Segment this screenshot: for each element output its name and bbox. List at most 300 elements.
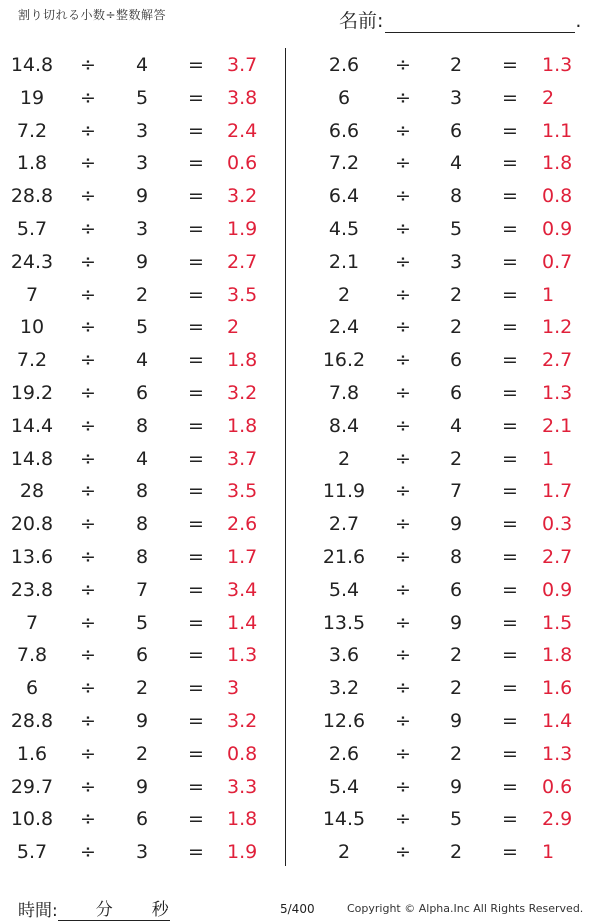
divisor: 9 (135, 775, 149, 798)
answer: 2.7 (542, 545, 573, 568)
problem-row (0, 671, 290, 704)
answer: 1.9 (227, 217, 258, 240)
dividend: 12.6 (322, 709, 366, 732)
divisor: 3 (135, 217, 149, 240)
equals-sign: = (188, 185, 204, 208)
equals-sign: = (502, 349, 518, 372)
dividend: 6.4 (328, 185, 360, 208)
divide-sign: ÷ (395, 316, 411, 339)
dividend: 13.6 (10, 545, 54, 568)
problem-row (0, 474, 290, 507)
answer: 1 (542, 283, 555, 306)
problem-row (0, 606, 290, 639)
equals-sign: = (502, 644, 518, 667)
divisor: 6 (135, 381, 149, 404)
dividend: 6 (337, 86, 351, 109)
name-field (339, 6, 581, 33)
dividend: 5.7 (16, 841, 48, 864)
divide-sign: ÷ (395, 808, 411, 831)
divide-sign: ÷ (395, 775, 411, 798)
divisor: 8 (135, 513, 149, 536)
divisor: 5 (135, 316, 149, 339)
time-label: 時間: (18, 901, 58, 921)
divide-sign: ÷ (80, 808, 96, 831)
equals-sign: = (502, 414, 518, 437)
divide-sign: ÷ (80, 217, 96, 240)
problem-row (300, 245, 590, 278)
dividend: 7.8 (328, 381, 360, 404)
equals-sign: = (188, 677, 204, 700)
equals-sign: = (188, 808, 204, 831)
equals-sign: = (188, 775, 204, 798)
answer: 3 (227, 677, 240, 700)
dividend: 23.8 (10, 578, 54, 601)
column-divider (285, 48, 286, 866)
problem-row (300, 114, 590, 147)
dividend: 20.8 (10, 513, 54, 536)
problem-row (0, 81, 290, 114)
problem-row (300, 179, 590, 212)
dividend: 14.5 (322, 808, 366, 831)
answer: 2.6 (227, 513, 258, 536)
divide-sign: ÷ (80, 283, 96, 306)
divide-sign: ÷ (80, 578, 96, 601)
answer: 0.9 (542, 217, 573, 240)
divisor: 6 (135, 644, 149, 667)
equals-sign: = (188, 381, 204, 404)
divisor: 8 (449, 545, 463, 568)
answer: 0.6 (542, 775, 573, 798)
dividend: 7 (25, 611, 39, 634)
divide-sign: ÷ (395, 119, 411, 142)
divisor: 2 (135, 283, 149, 306)
divide-sign: ÷ (395, 742, 411, 765)
equals-sign: = (502, 250, 518, 273)
answer: 0.6 (227, 152, 258, 175)
problem-row (0, 802, 290, 835)
dividend: 24.3 (10, 250, 54, 273)
divide-sign: ÷ (395, 841, 411, 864)
equals-sign: = (188, 709, 204, 732)
answer: 1.3 (227, 644, 258, 667)
divide-sign: ÷ (80, 545, 96, 568)
problem-row (0, 146, 290, 179)
equals-sign: = (188, 119, 204, 142)
copyright-notice: Copyright © Alpha.Inc All Rights Reserved. (347, 902, 584, 915)
answer: 1.8 (227, 349, 258, 372)
divide-sign: ÷ (80, 709, 96, 732)
equals-sign: = (502, 119, 518, 142)
equals-sign: = (502, 513, 518, 536)
answer: 1.3 (542, 742, 573, 765)
problem-row (300, 442, 590, 475)
problem-row (300, 802, 590, 835)
dividend: 2.6 (328, 742, 360, 765)
dividend: 19.2 (10, 381, 54, 404)
divide-sign: ÷ (395, 578, 411, 601)
minutes-unit: 分 (95, 900, 113, 920)
dividend: 2.4 (328, 316, 360, 339)
divisor: 2 (135, 742, 149, 765)
equals-sign: = (188, 545, 204, 568)
dividend: 6.6 (328, 119, 360, 142)
answer: 1.6 (542, 677, 573, 700)
answer: 1.7 (227, 545, 258, 568)
divisor: 2 (449, 841, 463, 864)
problem-row (300, 146, 590, 179)
problem-row (300, 540, 590, 573)
dividend: 7.8 (16, 644, 48, 667)
problem-row (0, 835, 290, 868)
dividend: 29.7 (10, 775, 54, 798)
equals-sign: = (502, 742, 518, 765)
answer: 3.2 (227, 381, 258, 404)
divide-sign: ÷ (395, 513, 411, 536)
divisor: 2 (449, 316, 463, 339)
dividend: 19 (19, 86, 45, 109)
equals-sign: = (188, 447, 204, 470)
equals-sign: = (502, 709, 518, 732)
equals-sign: = (502, 578, 518, 601)
answer: 1.7 (542, 480, 573, 503)
divide-sign: ÷ (80, 54, 96, 76)
equals-sign: = (502, 381, 518, 404)
divisor: 4 (135, 447, 149, 470)
divide-sign: ÷ (395, 677, 411, 700)
divide-sign: ÷ (395, 86, 411, 109)
equals-sign: = (188, 611, 204, 634)
problem-row (300, 343, 590, 376)
equals-sign: = (502, 217, 518, 240)
divisor: 2 (449, 677, 463, 700)
answer: 1.8 (542, 152, 573, 175)
dividend: 2.6 (328, 54, 360, 76)
divisor: 3 (449, 86, 463, 109)
equals-sign: = (502, 185, 518, 208)
dividend: 7 (25, 283, 39, 306)
dividend: 13.5 (322, 611, 366, 634)
divide-sign: ÷ (395, 709, 411, 732)
divide-sign: ÷ (80, 152, 96, 175)
equals-sign: = (188, 513, 204, 536)
problem-row (0, 343, 290, 376)
divide-sign: ÷ (80, 381, 96, 404)
dividend: 3.2 (328, 677, 360, 700)
worksheet-title: 割り切れる小数÷整数解答 (18, 8, 167, 22)
equals-sign: = (188, 316, 204, 339)
answer: 3.7 (227, 447, 258, 470)
dividend: 4.5 (328, 217, 360, 240)
equals-sign: = (502, 54, 518, 76)
divide-sign: ÷ (80, 677, 96, 700)
divisor: 9 (135, 185, 149, 208)
divide-sign: ÷ (80, 513, 96, 536)
divisor: 9 (449, 513, 463, 536)
name-blank-line[interactable] (385, 14, 575, 33)
answer: 3.2 (227, 185, 258, 208)
divide-sign: ÷ (80, 349, 96, 372)
divide-sign: ÷ (80, 316, 96, 339)
dividend: 7.2 (16, 349, 48, 372)
divisor: 6 (449, 119, 463, 142)
answer: 2 (227, 316, 240, 339)
dividend: 21.6 (322, 545, 366, 568)
dividend: 2 (337, 447, 351, 470)
divisor: 5 (449, 808, 463, 831)
equals-sign: = (188, 480, 204, 503)
divisor: 8 (135, 545, 149, 568)
divisor: 3 (135, 119, 149, 142)
answer: 1.8 (542, 644, 573, 667)
seconds-unit: 秒 (151, 900, 169, 920)
equals-sign: = (188, 86, 204, 109)
dividend: 10.8 (10, 808, 54, 831)
divisor: 2 (449, 54, 463, 76)
divisor: 3 (135, 152, 149, 175)
equals-sign: = (502, 841, 518, 864)
equals-sign: = (188, 349, 204, 372)
dividend: 14.8 (10, 54, 54, 76)
divide-sign: ÷ (80, 86, 96, 109)
dividend: 14.4 (10, 414, 54, 437)
problem-row (300, 671, 590, 704)
problem-row (300, 212, 590, 245)
divide-sign: ÷ (80, 742, 96, 765)
answer: 1 (542, 841, 555, 864)
problem-row (300, 835, 590, 868)
answer: 0.9 (542, 578, 573, 601)
dividend: 16.2 (322, 349, 366, 372)
divide-sign: ÷ (395, 447, 411, 470)
equals-sign: = (188, 841, 204, 864)
answer: 1.3 (542, 54, 573, 76)
problem-row (300, 81, 590, 114)
problem-row (300, 376, 590, 409)
time-blank-line[interactable] (58, 900, 170, 921)
divisor: 9 (449, 775, 463, 798)
divisor: 8 (449, 185, 463, 208)
equals-sign: = (502, 447, 518, 470)
problem-row (0, 245, 290, 278)
divide-sign: ÷ (80, 250, 96, 273)
time-field (18, 896, 170, 921)
problem-row (0, 48, 290, 81)
answer: 1.1 (542, 119, 573, 142)
equals-sign: = (188, 250, 204, 273)
divisor: 3 (449, 250, 463, 273)
problem-row (300, 507, 590, 540)
problem-row (300, 638, 590, 671)
divide-sign: ÷ (395, 283, 411, 306)
divisor: 3 (135, 841, 149, 864)
equals-sign: = (188, 644, 204, 667)
divisor: 9 (449, 611, 463, 634)
equals-sign: = (188, 152, 204, 175)
problem-row (300, 278, 590, 311)
dividend: 14.8 (10, 447, 54, 470)
problem-row (0, 540, 290, 573)
problem-row (0, 573, 290, 606)
dividend: 2.7 (328, 513, 360, 536)
problem-row (300, 310, 590, 343)
dividend: 2.1 (328, 250, 360, 273)
divisor: 7 (449, 480, 463, 503)
answer: 1.8 (227, 414, 258, 437)
dividend: 5.7 (16, 217, 48, 240)
equals-sign: = (502, 480, 518, 503)
answer: 1.3 (542, 381, 573, 404)
right-problem-column (300, 48, 590, 868)
equals-sign: = (188, 414, 204, 437)
equals-sign: = (502, 316, 518, 339)
equals-sign: = (502, 545, 518, 568)
answer: 3.4 (227, 578, 258, 601)
answer: 2.7 (227, 250, 258, 273)
name-end-mark: . (575, 10, 582, 32)
divide-sign: ÷ (395, 152, 411, 175)
dividend: 28.8 (10, 185, 54, 208)
equals-sign: = (502, 611, 518, 634)
divisor: 2 (449, 742, 463, 765)
equals-sign: = (502, 775, 518, 798)
divide-sign: ÷ (395, 217, 411, 240)
dividend: 28.8 (10, 709, 54, 732)
divide-sign: ÷ (395, 414, 411, 437)
answer: 2.4 (227, 119, 258, 142)
divide-sign: ÷ (80, 644, 96, 667)
page-number: 5/400 (280, 902, 315, 916)
answer: 1.8 (227, 808, 258, 831)
problem-row (300, 737, 590, 770)
answer: 1.2 (542, 316, 573, 339)
answer: 1.5 (542, 611, 573, 634)
answer: 2 (542, 86, 555, 109)
divide-sign: ÷ (395, 381, 411, 404)
equals-sign: = (188, 54, 204, 76)
divide-sign: ÷ (80, 611, 96, 634)
dividend: 6 (25, 677, 39, 700)
equals-sign: = (502, 283, 518, 306)
dividend: 11.9 (322, 480, 366, 503)
divide-sign: ÷ (80, 185, 96, 208)
answer: 3.8 (227, 86, 258, 109)
divide-sign: ÷ (395, 250, 411, 273)
equals-sign: = (188, 283, 204, 306)
divisor: 2 (449, 283, 463, 306)
divisor: 9 (135, 250, 149, 273)
problem-row (0, 737, 290, 770)
divisor: 2 (449, 447, 463, 470)
answer: 1.9 (227, 841, 258, 864)
answer: 2.9 (542, 808, 573, 831)
problem-row (0, 278, 290, 311)
answer: 3.2 (227, 709, 258, 732)
divisor: 4 (449, 152, 463, 175)
problem-row (0, 770, 290, 803)
dividend: 10 (19, 316, 45, 339)
divide-sign: ÷ (395, 349, 411, 372)
divide-sign: ÷ (80, 119, 96, 142)
dividend: 28 (19, 480, 45, 503)
divide-sign: ÷ (80, 414, 96, 437)
divide-sign: ÷ (80, 841, 96, 864)
problem-row (0, 409, 290, 442)
problem-row (300, 704, 590, 737)
dividend: 5.4 (328, 578, 360, 601)
answer: 3.5 (227, 283, 258, 306)
divisor: 2 (135, 677, 149, 700)
problem-row (0, 212, 290, 245)
problem-row (300, 770, 590, 803)
divisor: 4 (135, 349, 149, 372)
answer: 1 (542, 447, 555, 470)
answer: 1.4 (227, 611, 258, 634)
divide-sign: ÷ (80, 447, 96, 470)
problem-row (0, 507, 290, 540)
dividend: 2 (337, 283, 351, 306)
divide-sign: ÷ (80, 480, 96, 503)
divisor: 8 (135, 480, 149, 503)
left-problem-column (0, 48, 290, 868)
equals-sign: = (502, 86, 518, 109)
divisor: 4 (449, 414, 463, 437)
divide-sign: ÷ (395, 185, 411, 208)
divisor: 6 (449, 578, 463, 601)
problem-row (0, 179, 290, 212)
answer: 2.7 (542, 349, 573, 372)
divide-sign: ÷ (395, 611, 411, 634)
divisor: 7 (135, 578, 149, 601)
divisor: 9 (135, 709, 149, 732)
dividend: 1.8 (16, 152, 48, 175)
answer: 1.4 (542, 709, 573, 732)
answer: 0.8 (227, 742, 258, 765)
problem-row (0, 310, 290, 343)
equals-sign: = (188, 742, 204, 765)
divisor: 6 (449, 349, 463, 372)
dividend: 7.2 (16, 119, 48, 142)
answer: 2.1 (542, 414, 573, 437)
equals-sign: = (502, 152, 518, 175)
problem-row (0, 442, 290, 475)
problem-row (300, 606, 590, 639)
name-label: 名前: (339, 10, 384, 32)
divide-sign: ÷ (80, 775, 96, 798)
divide-sign: ÷ (395, 54, 411, 76)
dividend: 3.6 (328, 644, 360, 667)
problem-row (0, 704, 290, 737)
divisor: 8 (135, 414, 149, 437)
problem-row (0, 114, 290, 147)
answer: 3.3 (227, 775, 258, 798)
divide-sign: ÷ (395, 644, 411, 667)
answer: 0.3 (542, 513, 573, 536)
dividend: 5.4 (328, 775, 360, 798)
dividend: 8.4 (328, 414, 360, 437)
equals-sign: = (502, 677, 518, 700)
answer: 3.7 (227, 54, 258, 76)
dividend: 1.6 (16, 742, 48, 765)
equals-sign: = (188, 578, 204, 601)
divisor: 5 (449, 217, 463, 240)
problem-row (0, 638, 290, 671)
divisor: 6 (135, 808, 149, 831)
divide-sign: ÷ (395, 480, 411, 503)
equals-sign: = (502, 808, 518, 831)
answer: 0.8 (542, 185, 573, 208)
divisor: 9 (449, 709, 463, 732)
dividend: 7.2 (328, 152, 360, 175)
